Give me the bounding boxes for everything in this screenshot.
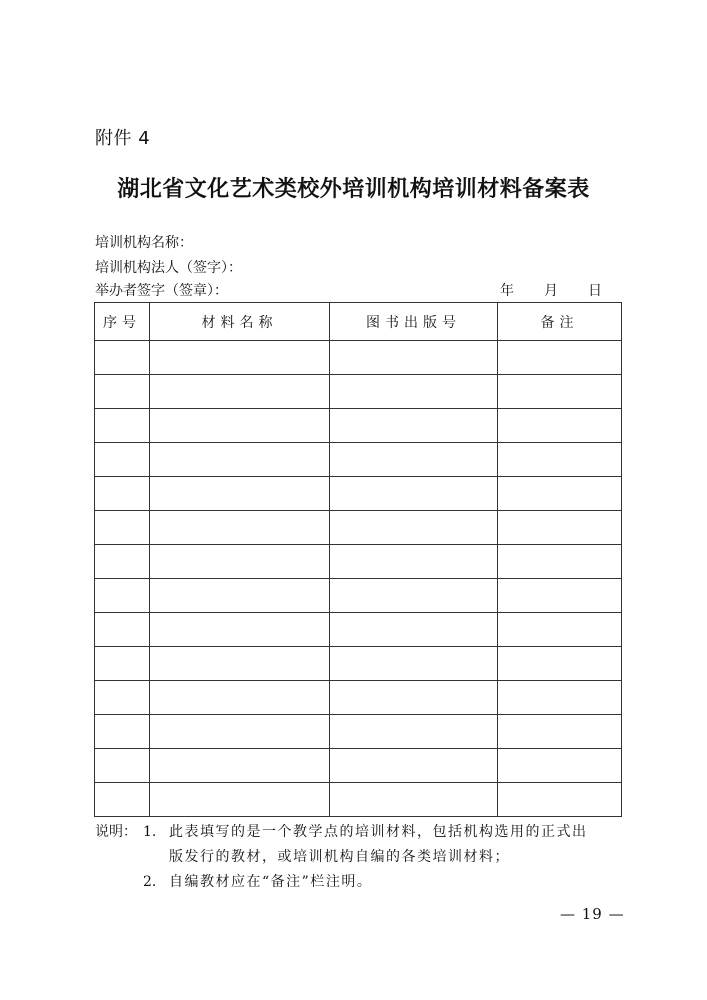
document-title: 湖北省文化艺术类校外培训机构培训材料备案表 [117,176,590,202]
table-cell [330,409,498,443]
note-2-line-1: 自编教材应在“备注”栏注明。 [169,874,373,890]
table-cell [330,545,498,579]
table-cell [330,511,498,545]
table-cell [95,613,150,647]
table-cell [95,579,150,613]
date-month: 月 [544,283,558,299]
table-cell [498,511,622,545]
header-material-name: 材料名称 [150,303,330,341]
table-cell [330,443,498,477]
table-cell [95,783,150,817]
table-cell [150,783,330,817]
table-cell [330,783,498,817]
table-cell [498,545,622,579]
table-cell [150,443,330,477]
table-cell [330,681,498,715]
org-name-field: 培训机构名称： [95,235,193,251]
table-cell [498,749,622,783]
table-cell [498,477,622,511]
table-cell [95,647,150,681]
table-cell [498,647,622,681]
table-cell [150,545,330,579]
table-cell [330,647,498,681]
table-cell [498,375,622,409]
table-row [95,477,622,511]
table-cell [330,341,498,375]
table-cell [95,477,150,511]
notes-section [95,820,635,895]
table-cell [330,749,498,783]
table-cell [95,681,150,715]
date-day: 日 [588,283,602,299]
table-row [95,511,622,545]
table-cell [95,341,150,375]
table-row [95,341,622,375]
table-row [95,579,622,613]
table-cell [498,341,622,375]
attachment-label: 附件 4 [95,128,151,149]
table-cell [150,681,330,715]
note-1-line-2: 版发行的教材，或培训机构自编的各类培训材料； [169,849,510,865]
note-1-number: 1. [143,824,157,840]
table-cell [330,477,498,511]
table-row [95,443,622,477]
table-cell [498,681,622,715]
table-row [95,409,622,443]
table-cell [498,783,622,817]
table-header-row [95,303,622,341]
table-cell [95,443,150,477]
table-row [95,647,622,681]
table-cell [95,715,150,749]
table-cell [330,613,498,647]
date-line [500,280,602,300]
table-body [95,341,622,817]
table-cell [150,715,330,749]
table-cell [150,375,330,409]
note-2-number: 2. [143,874,157,890]
table-cell [150,341,330,375]
header-remarks: 备注 [498,303,622,341]
table-cell [330,715,498,749]
header-isbn: 图书出版号 [330,303,498,341]
date-year: 年 [500,283,514,299]
table-cell [498,715,622,749]
table-cell [95,749,150,783]
table-row [95,375,622,409]
table-cell [150,477,330,511]
table-row [95,613,622,647]
header-seq: 序号 [95,303,150,341]
table-cell [95,511,150,545]
table-cell [95,409,150,443]
page-number: — 19 — [560,905,625,923]
materials-table [94,302,622,817]
table-row [95,681,622,715]
table-cell [330,375,498,409]
table-cell [498,579,622,613]
table-row [95,783,622,817]
note-1-line-1: 此表填写的是一个教学点的培训材料，包括机构选用的正式出 [169,824,588,840]
notes-label: 说明： [95,824,137,840]
table-cell [150,749,330,783]
table-cell [498,443,622,477]
table-row [95,749,622,783]
table-cell [150,613,330,647]
table-cell [498,409,622,443]
table-cell [150,511,330,545]
table-cell [95,375,150,409]
table-row [95,545,622,579]
table-cell [150,579,330,613]
table-row [95,715,622,749]
table-cell [498,613,622,647]
table-cell [330,579,498,613]
table-cell [95,545,150,579]
legal-person-field: 培训机构法人（签字）： [95,260,242,276]
table-cell [150,647,330,681]
table-cell [150,409,330,443]
organizer-signature-field: 举办者签字（签章）： [95,283,228,299]
